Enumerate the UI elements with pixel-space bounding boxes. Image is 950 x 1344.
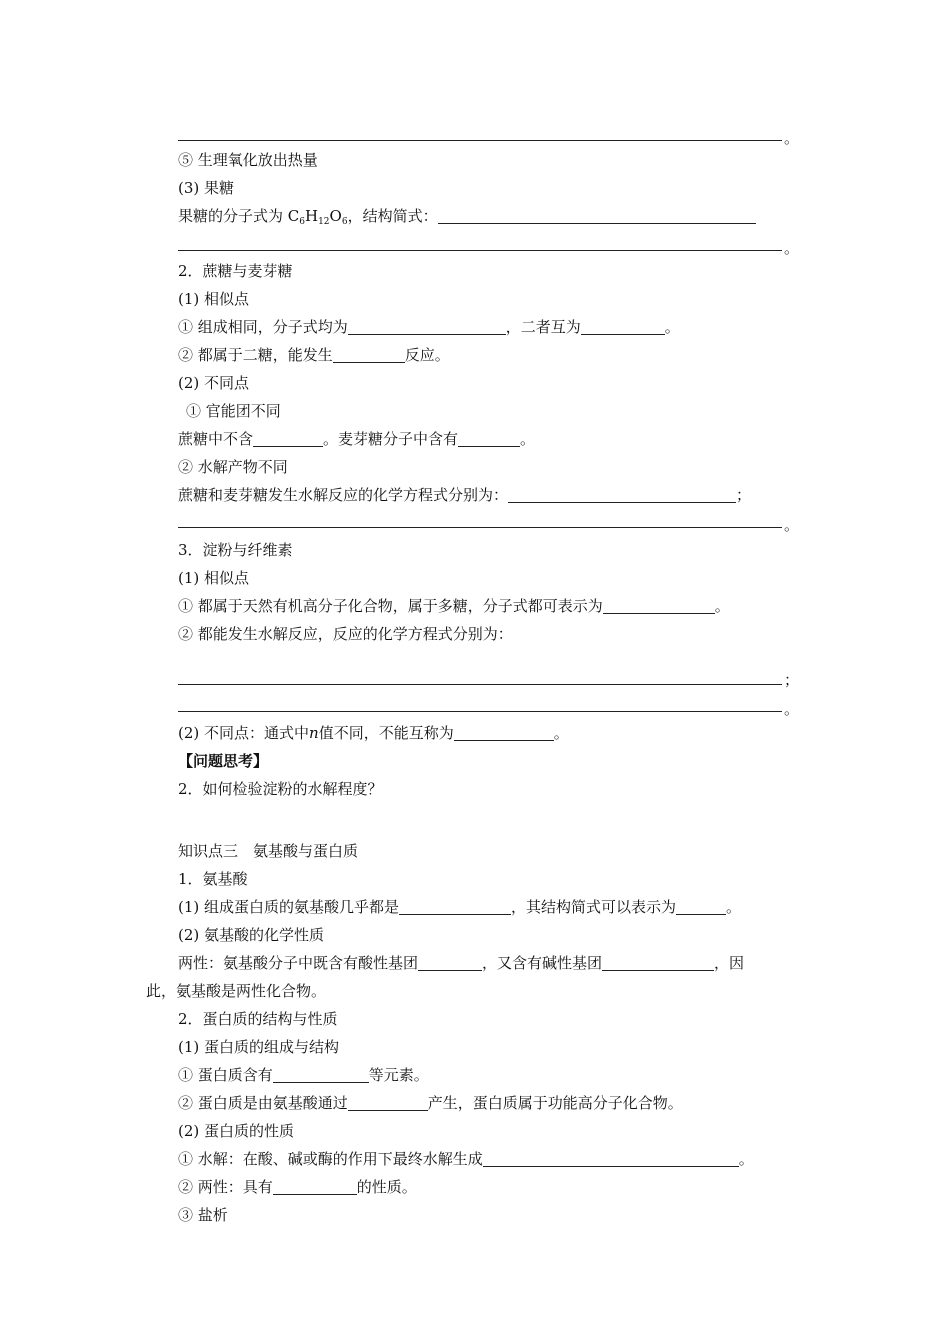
answer-line — [178, 250, 782, 251]
answer-blank[interactable] — [438, 207, 756, 224]
subsection-title: (2) 蛋白质的性质 — [178, 1122, 295, 1140]
answer-blank[interactable] — [418, 954, 482, 971]
answer-blank[interactable] — [483, 1150, 739, 1167]
fructose-title: (3) 果糖 — [178, 179, 235, 197]
text-line: (2) 不同点：通式中n值不同，不能互称为 。 — [178, 724, 569, 742]
question-text: 2．如何检验淀粉的水解程度？ — [178, 780, 383, 798]
answer-line — [178, 140, 782, 141]
answer-line — [178, 711, 782, 712]
answer-blank[interactable] — [508, 486, 736, 503]
text-line: ① 都属于天然有机高分子化合物，属于多糖，分子式都可表示为 。 — [178, 597, 730, 615]
answer-blank[interactable] — [348, 318, 506, 335]
subsection-title: (2) 不同点 — [178, 374, 250, 392]
answer-line — [178, 527, 782, 528]
question-heading: 【问题思考】 — [178, 752, 269, 770]
answer-blank[interactable] — [399, 898, 511, 915]
section-title: 2．蛋白质的结构与性质 — [178, 1010, 338, 1028]
text-line: ② 都能发生水解反应，反应的化学方程式分别为： — [178, 625, 513, 643]
semicolon: ； — [784, 671, 800, 689]
answer-blank[interactable] — [273, 1178, 357, 1195]
subsection-title: (2) 氨基酸的化学性质 — [178, 926, 325, 944]
text-line: (1) 组成蛋白质的氨基酸几乎都是 ，其结构简式可以表示为 。 — [178, 898, 742, 916]
text-line: 两性：氨基酸分子中既含有酸性基团 ，又含有碱性基团 ，因 — [178, 954, 745, 972]
answer-line — [178, 684, 782, 685]
section-heading: 知识点三 氨基酸与蛋白质 — [178, 842, 359, 860]
section-title: 3．淀粉与纤维素 — [178, 541, 293, 559]
text-line: 此，氨基酸是两性化合物。 — [146, 982, 327, 1000]
subsection-title: (1) 相似点 — [178, 290, 250, 308]
text-line: ③ 盐析 — [178, 1206, 228, 1224]
item-heat: ⑤ 生理氧化放出热量 — [178, 151, 318, 169]
period: 。 — [784, 129, 800, 147]
text-line: ② 都属于二糖，能发生 反应。 — [178, 346, 450, 364]
answer-blank[interactable] — [454, 724, 554, 741]
text-line: ① 水解：在酸、碱或酶的作用下最终水解生成 。 — [178, 1150, 754, 1168]
fructose-text: 果糖的分子式为 C — [178, 207, 300, 225]
text-line: 蔗糖中不含 。麦芽糖分子中含有 。 — [178, 430, 536, 448]
fructose-formula-line: 果糖的分子式为 $C_6H_{12}O_6$，结构简式： — [178, 203, 756, 229]
period: 。 — [784, 239, 800, 257]
period: 。 — [784, 700, 800, 718]
period: 。 — [784, 516, 800, 534]
section-title: 2．蔗糖与麦芽糖 — [178, 262, 293, 280]
text-line: ① 蛋白质含有 等元素。 — [178, 1066, 429, 1084]
text-line: ② 蛋白质是由氨基酸通过 产生，蛋白质属于功能高分子化合物。 — [178, 1094, 683, 1112]
subsection-title: (1) 蛋白质的组成与结构 — [178, 1038, 340, 1056]
answer-blank[interactable] — [253, 430, 323, 447]
answer-blank[interactable] — [333, 346, 405, 363]
text-line: ① 组成相同，分子式均为 ，二者互为 。 — [178, 318, 680, 336]
text-line: ② 水解产物不同 — [178, 458, 288, 476]
text-line: ② 两性：具有 的性质。 — [178, 1178, 417, 1196]
section-title: 1．氨基酸 — [178, 870, 248, 888]
answer-blank[interactable] — [676, 898, 726, 915]
answer-blank[interactable] — [581, 318, 665, 335]
text-line: 蔗糖和麦芽糖发生水解反应的化学方程式分别为： ； — [178, 486, 752, 504]
answer-blank[interactable] — [602, 954, 714, 971]
text-line: ① 官能团不同 — [186, 402, 281, 420]
answer-blank[interactable] — [603, 597, 715, 614]
answer-blank[interactable] — [348, 1094, 428, 1111]
answer-blank[interactable] — [273, 1066, 369, 1083]
answer-blank[interactable] — [458, 430, 520, 447]
subsection-title: (1) 相似点 — [178, 569, 250, 587]
